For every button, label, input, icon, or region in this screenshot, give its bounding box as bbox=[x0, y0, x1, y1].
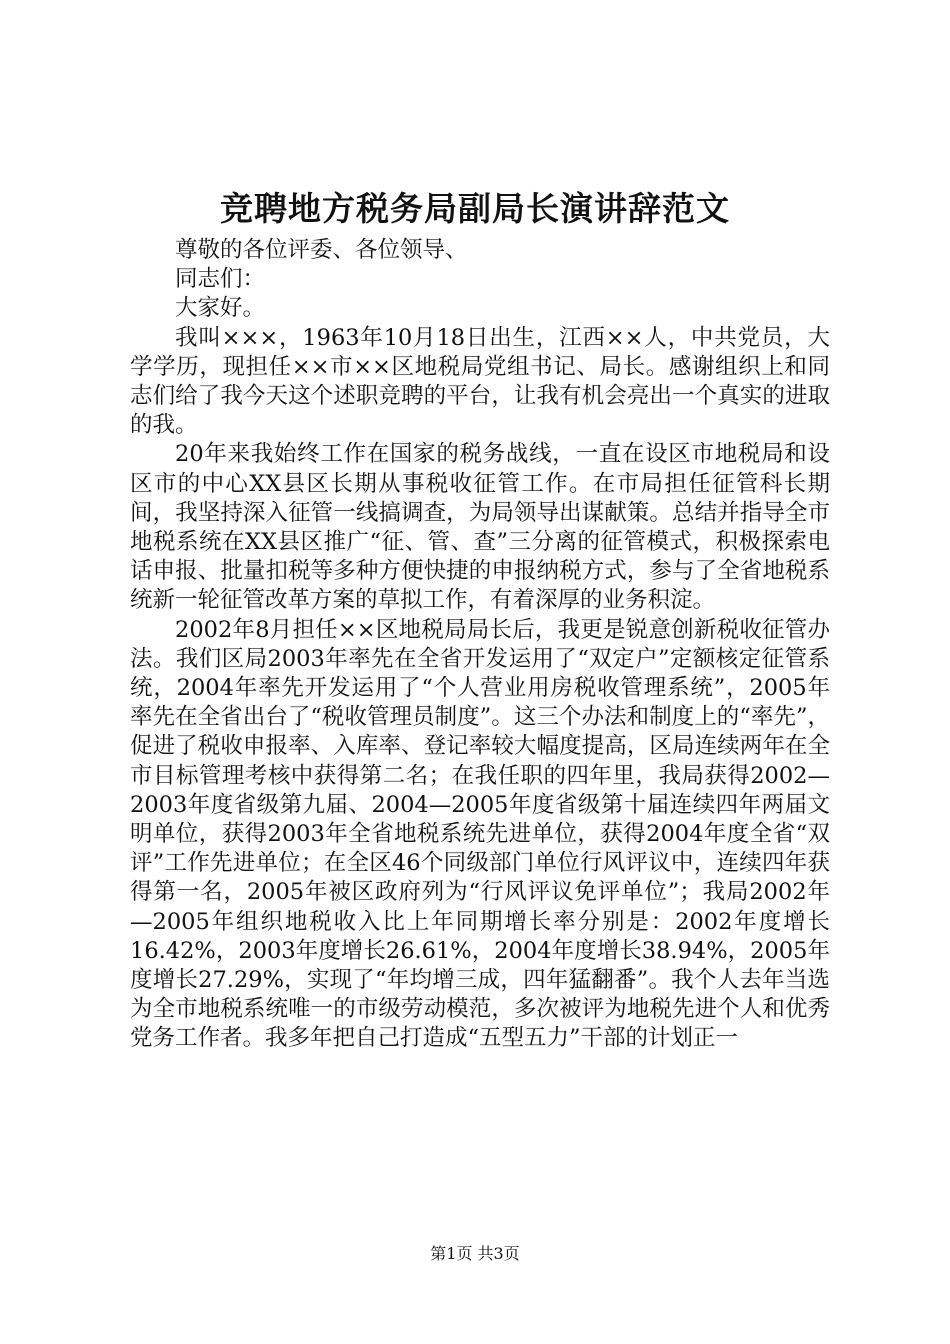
body-paragraph: 2002年8月担任××区地税局局长后，我更是锐意创新税收征管办法。我们区局2003年率先在全省开发运用了“双定户”定额核定征管系统，2004年率先开发运用了“个人营业用房税收管理系统”，2005年率先在全省出台了“税收管理员制度”。这三个办法和制度上的“率先”，促进了税收申报率、入库率、登记率较大幅度提高，区局连续两年在全市目标管理考核中获得第二名；在我任职的四年里，我局获得2002—2003年度省级第九届、2004—2005年度省级第十届连续四年两届文明单位，获得2003年全省地税系统先进单位，获得2004年度全省“双评”工作先进单位；在全区46个同级部门单位行风评议中，连续四年获得第一名，2005年被区政府列为“行风评议免评单位”；我局2002年—2005年组织地税收入比上年同期增长率分别是：2002年度增长16.42%，2003年度增长26.61%，2004年度增长38.94%，2005年度增长27.29%，实现了“年均增三成，四年猛翻番”。我个人去年当选为全市地税系统唯一的市级劳动模范，多次被评为地税先进个人和优秀党务工作者。我多年把自己打造成“五型五力”干部的计划正一 bbox=[130, 616, 830, 1052]
greeting-line: 大家好。 bbox=[175, 295, 266, 322]
salutation-line: 尊敬的各位评委、各位领导、 bbox=[175, 237, 468, 263]
body-paragraph: 我叫×××，1963年10月18日出生，江西××人，中共党员，大学学历，现担任××市××区地税局党组书记、局长。感谢组织上和同志们给了我今天这个述职竞聘的平台，让我有机会亮出一个真实的进取的我。 bbox=[130, 324, 830, 439]
page-number-footer: 第1页 共3页 bbox=[430, 1244, 520, 1263]
page-title: 竞聘地方税务局副局长演讲辞范文 bbox=[220, 189, 730, 228]
document-body bbox=[130, 236, 830, 1054]
body-paragraph: 20年来我始终工作在国家的税务战线，一直在设区市地税局和设区市的中心XX县区长期从事税收征管工作。在市局担任征管科长期间，我坚持深入征管一线搞调查，为局领导出谋献策。总结并指导全市地税系统在XX县区推广“征、管、查”三分离的征管模式，积极探索电话申报、批量扣税等多种方便快捷的申报纳税方式，参与了全省地税系统新一轮征管改革方案的草拟工作，有着深厚的业务积淀。 bbox=[130, 441, 830, 614]
salutation-line: 同志们： bbox=[175, 266, 266, 293]
